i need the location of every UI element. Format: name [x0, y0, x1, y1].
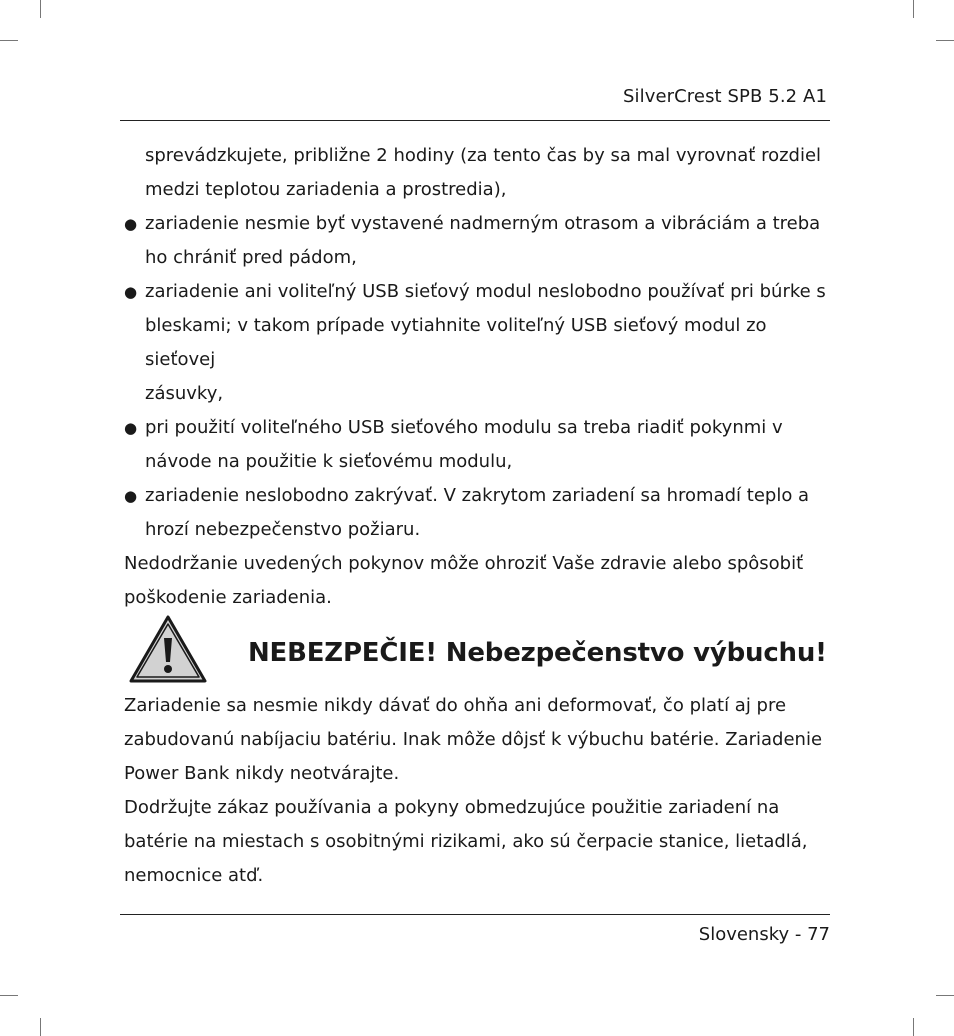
text-line: Nedodržanie uvedených pokynov môže ohroziť Vaše zdravie alebo spôsobiť	[124, 553, 804, 574]
text-line: pri použití voliteľného USB sieťového modulu sa treba riadiť pokynmi v	[145, 417, 783, 438]
bullet-icon: ●	[124, 215, 138, 233]
text-line: zásuvky,	[145, 383, 224, 404]
crop-mark	[0, 40, 18, 41]
body-text	[124, 139, 829, 615]
page-footer: Slovensky - 77	[698, 924, 830, 945]
warning-triangle-icon	[128, 614, 208, 684]
warning-paragraph-1	[124, 689, 829, 791]
warning-paragraph-2	[124, 791, 829, 893]
bullet-icon: ●	[124, 283, 138, 301]
list-item	[124, 275, 829, 411]
notice-paragraph	[124, 547, 829, 615]
text-line: Zariadenie sa nesmie nikdy dávať do ohňa ani deformovať, čo platí aj pre	[124, 695, 787, 716]
text-line: Power Bank nikdy neotvárajte.	[124, 763, 400, 784]
text-line: ho chrániť pred pádom,	[145, 247, 357, 268]
warning-title: NEBEZPEČIE! Nebezpečenstvo výbuchu!	[248, 638, 827, 668]
list-item	[124, 207, 829, 275]
text-line: zabudovanú nabíjaciu batériu. Inak môže dôjsť k výbuchu batérie. Zariadenie	[124, 729, 823, 750]
text-line: hrozí nebezpečenstvo požiaru.	[145, 519, 421, 540]
crop-mark	[40, 1018, 41, 1036]
text-line: batérie na miestach s osobitnými rizikami, ako sú čerpacie stanice, lietadlá,	[124, 831, 808, 852]
text-line: Dodržujte zákaz používania a pokyny obmedzujúce použitie zariadení na	[124, 797, 780, 818]
text-line: zariadenie neslobodno zakrývať. V zakrytom zariadení sa hromadí teplo a	[145, 485, 810, 506]
crop-mark	[40, 0, 41, 18]
list-item	[124, 479, 829, 547]
list-item	[124, 411, 829, 479]
continuation-paragraph	[124, 139, 829, 207]
crop-mark	[936, 40, 954, 41]
bullet-icon: ●	[124, 419, 138, 437]
text-line: medzi teplotou zariadenia a prostredia),	[145, 179, 507, 200]
bullet-icon: ●	[124, 487, 138, 505]
header-title: SilverCrest SPB 5.2 A1	[622, 86, 827, 107]
text-line: poškodenie zariadenia.	[124, 587, 332, 608]
crop-mark	[913, 1018, 914, 1036]
crop-mark	[936, 995, 954, 996]
text-line: bleskami; v takom prípade vytiahnite voliteľný USB sieťový modul zo sieťovej	[145, 315, 767, 370]
warning-text	[124, 689, 829, 893]
text-line: návode na použitie k sieťovému modulu,	[145, 451, 513, 472]
footer-rule	[120, 914, 830, 915]
header-rule	[120, 120, 830, 121]
text-line: nemocnice atď.	[124, 865, 264, 886]
crop-mark	[0, 995, 18, 996]
text-line: sprevádzkujete, približne 2 hodiny (za tento čas by sa mal vyrovnať rozdiel	[145, 145, 822, 166]
crop-mark	[913, 0, 914, 18]
text-line: zariadenie ani voliteľný USB sieťový modul neslobodno používať pri búrke s	[145, 281, 826, 302]
text-line: zariadenie nesmie byť vystavené nadmerným otrasom a vibráciám a treba	[145, 213, 821, 234]
